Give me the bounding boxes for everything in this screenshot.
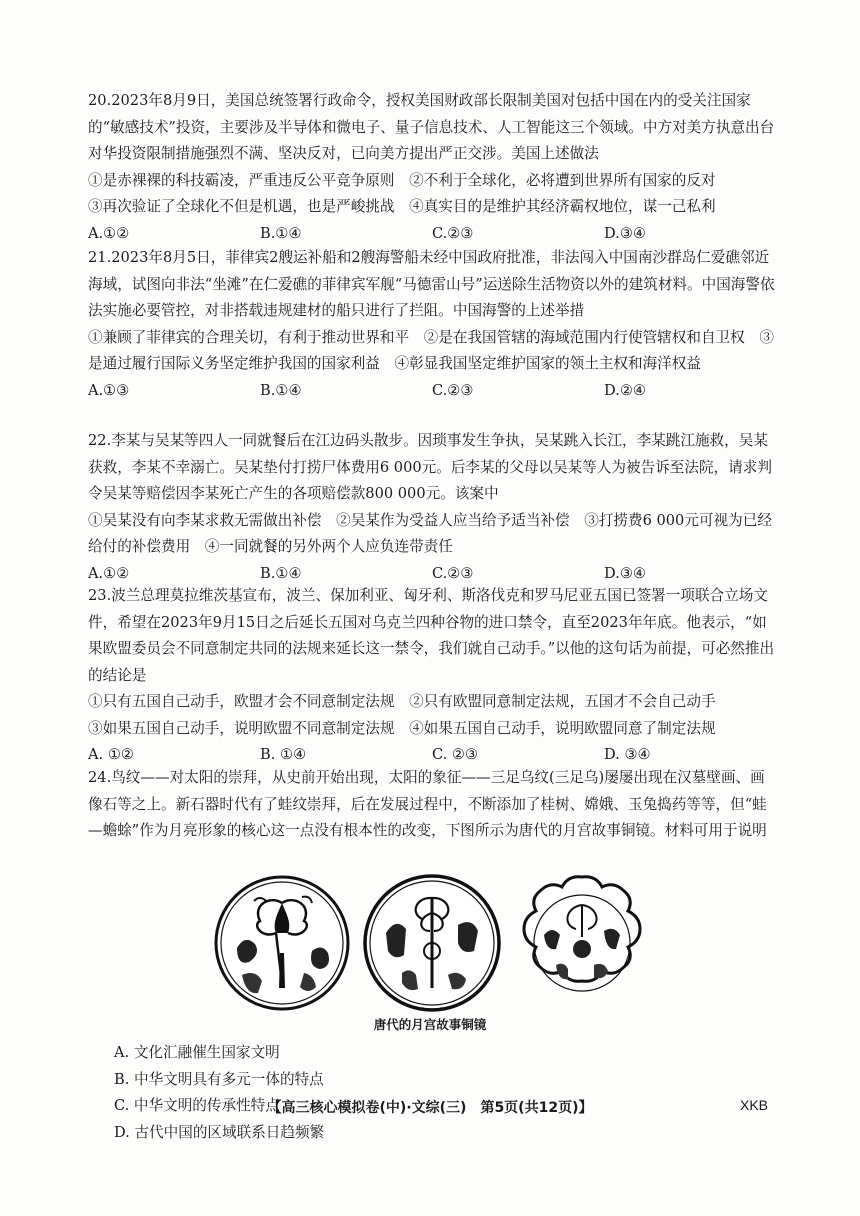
question-20-item-1: ①是赤裸裸的科技霸凌，严重违反公平竞争原则 ②不利于全球化，必将遭到世界所有国家的反对 — [88, 171, 716, 189]
question-21-items: ①兼顾了菲律宾的合理关切，有利于推动世界和平 ②是在我国管辖的海域范围内行使管辖权和自卫权 ③是通过履行国际义务坚定维护我国的国家利益 ④彰显我国坚定维护国家的领土主权和海洋权益 — [88, 328, 774, 372]
option-a[interactable]: A. 文化汇融催生国家文明 — [114, 1044, 280, 1061]
option-d[interactable]: D.②④ — [604, 381, 646, 399]
option-d[interactable]: D.③④ — [604, 224, 646, 242]
question-21-options — [88, 378, 778, 405]
mirror-3-image — [524, 877, 640, 991]
option-b[interactable]: B. 中华文明具有多元一体的特点 — [114, 1070, 324, 1088]
question-24-stem: 24.鸟纹——对太阳的崇拜，从史前开始出现，太阳的象征——三足乌纹(三足乌)屡屡出现在汉墓壁画、画像石等之上。新石器时代有了蛙纹崇拜，后在发展过程中，不断添加了桂树、嫦娥、玉兔捣药等等，但“蛙—蟾蜍”作为月亮形象的核心这一点没有根本性的改变，下图所示为唐代的月宫故事铜镜。材料可用于说明 — [88, 769, 767, 839]
question-20 — [88, 88, 778, 247]
option-c[interactable]: C. 中华文明的传承性特点 — [114, 1097, 280, 1114]
question-20-item-2: ③再次验证了全球化不但是机遇，也是严峻挑战 ④真实目的是维护其经济霸权地位，谋一己私利 — [88, 198, 716, 215]
option-d[interactable]: D. ③④ — [604, 746, 651, 763]
question-22 — [88, 428, 778, 587]
option-d[interactable]: D.③④ — [604, 564, 646, 582]
question-20-options — [88, 221, 778, 248]
option-c[interactable]: C.②③ — [432, 224, 474, 242]
bronze-mirrors-figure — [212, 873, 652, 1013]
question-24-options — [88, 1040, 778, 1146]
figure-caption: 唐代的月宫故事铜镜 — [373, 1017, 487, 1032]
question-23-item-2: ③如果五国自己动手，说明欧盟不同意制定法规 ④如果五国自己动手，说明欧盟同意了制定法规 — [88, 719, 716, 737]
footer-code: XKB — [740, 1097, 769, 1113]
question-20-stem: 20.2023年8月9日，美国总统签署行政命令，授权美国财政部长限制美国对包括中国在内的受关注国家的“敏感技术”投资，主要涉及半导体和微电子、量子信息技术、人工智能这三个领域。中方对美方执意出台对华投资限制措施强烈不满、坚决反对，已向美方提出严正交涉。美国上述做法 — [88, 92, 775, 162]
footer-title: 【高三核心模拟卷(中)·文综(三) 第5页(共12页)】 — [267, 1100, 593, 1116]
option-d[interactable]: D. 古代中国的区域联系日趋频繁 — [114, 1123, 325, 1141]
question-23-stem: 23.波兰总理莫拉维茨基宣布，波兰、保加利亚、匈牙利、斯洛伐克和罗马尼亚五国已签署一项联合立场文件，希望在2023年9月15日之后延长五国对乌克兰四种谷物的进口禁令，直至2023年年底。他表示，“如果欧盟委员会不同意制定共同的法规来延长这一禁令，我们就自己动手。”以他的这句话为前提，可必然推出的结论是 — [88, 587, 775, 684]
option-c[interactable]: C.②③ — [432, 564, 474, 582]
question-22-stem: 22.李某与吴某等四人一同就餐后在江边码头散步。因琐事发生争执，吴某跳入长江，李某跳江施救，吴某获救，李某不幸溺亡。吴某垫付打捞尸体费用6 000元。后李某的父母以吴某等人为被告诉至法院，请求判令吴某等赔偿因李某死亡产生的各项赔偿款800 000元。该案中 — [88, 432, 772, 502]
option-a[interactable]: A. ①② — [88, 746, 134, 763]
option-b[interactable]: B. ①④ — [260, 746, 307, 763]
option-a[interactable]: A.①③ — [88, 381, 130, 399]
question-21-stem: 21.2023年8月5日，菲律宾2艘运补船和2艘海警船未经中国政府批准，非法闯入中国南沙群岛仁爱礁邻近海域，试图向非法“坐滩”在仁爱礁的菲律宾军舰“马德雷山号”运送除生活物资以外的建筑材料。中国海警依法实施必要管控，对非搭载违规建材的船只进行了拦阻。中国海警的上述举措 — [88, 249, 775, 319]
option-a[interactable]: A.①② — [88, 224, 130, 242]
option-b[interactable]: B.①④ — [260, 224, 302, 242]
option-b[interactable]: B.①④ — [260, 564, 302, 582]
question-23-item-1: ①只有五国自己动手，欧盟才会不同意制定法规 ②只有欧盟同意制定法规，五国才不会自己动手 — [88, 693, 716, 710]
question-23 — [88, 583, 778, 769]
question-21 — [88, 245, 778, 404]
option-a[interactable]: A.①② — [88, 564, 130, 582]
option-c[interactable]: C. ②③ — [432, 746, 479, 763]
option-c[interactable]: C.②③ — [432, 381, 474, 399]
mirror-1-image — [216, 877, 348, 1009]
mirror-2-image — [365, 876, 499, 1010]
question-24 — [88, 765, 778, 845]
question-22-items: ①吴某没有向李某求救无需做出补偿 ②吴某作为受益人应当给予适当补偿 ③打捞费6 000元可视为已经给付的补偿费用 ④一同就餐的另外两个人应负连带责任 — [88, 511, 772, 555]
option-b[interactable]: B.①④ — [260, 381, 302, 399]
